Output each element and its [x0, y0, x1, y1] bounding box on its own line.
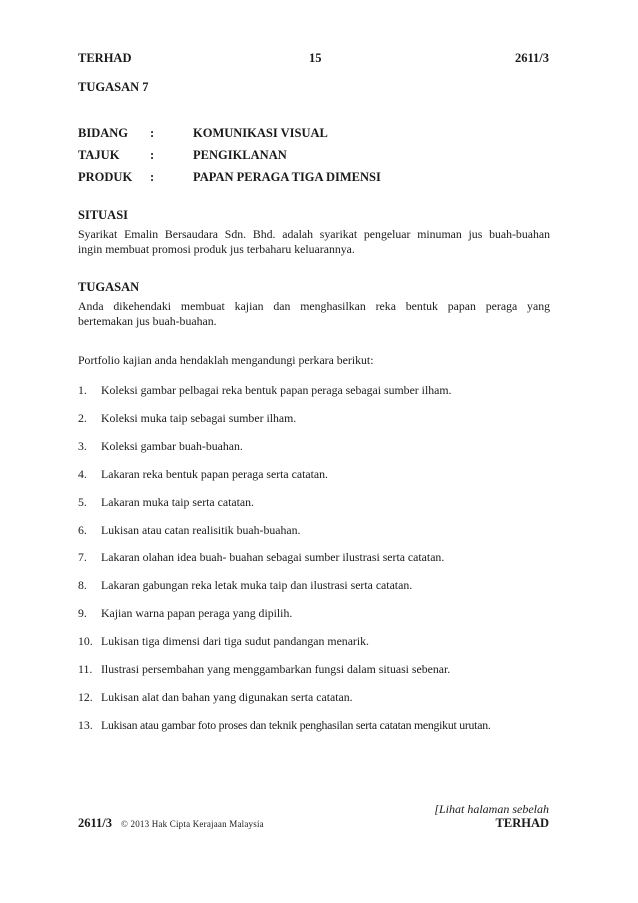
list-item: Kajian warna papan peraga yang dipilih.	[101, 606, 293, 620]
list-item-number: 5.	[78, 495, 87, 509]
list-item: Lukisan atau gambar foto proses dan teknik penghasilan serta catatan mengikut urutan.	[101, 718, 491, 732]
list-item: Koleksi muka taip sebagai sumber ilham.	[101, 411, 297, 425]
footer-right: TERHAD	[495, 816, 549, 830]
situasi-line-1: Syarikat Emalin Bersaudara Sdn. Bhd. adalah syarikat pengeluar minuman jus buah-buahan	[78, 227, 550, 241]
info-label: TAJUK	[78, 148, 120, 162]
tugasan-line-1: Anda dikehendaki membuat kajian dan menghasilkan reka bentuk papan peraga yang	[78, 299, 550, 313]
info-label: BIDANG	[78, 126, 129, 140]
see-next-page: [Lihat halaman sebelah	[434, 802, 549, 816]
list-item: Koleksi gambar pelbagai reka bentuk papan peraga sebagai sumber ilham.	[101, 383, 452, 397]
list-item: Lakaran gabungan reka letak muka taip dan ilustrasi serta catatan.	[101, 578, 413, 592]
situasi-heading: SITUASI	[78, 208, 129, 222]
list-item: Lukisan atau catan realisitik buah-buahan.	[101, 523, 301, 537]
list-item-number: 12.	[78, 690, 93, 704]
info-value: PENGIKLANAN	[193, 148, 287, 162]
task-title: TUGASAN 7	[78, 80, 149, 94]
list-item: Koleksi gambar buah-buahan.	[101, 439, 243, 453]
tugasan-line-2: bertemakan jus buah-buahan.	[78, 314, 217, 328]
list-item-number: 3.	[78, 439, 87, 453]
info-label: PRODUK	[78, 170, 133, 184]
list-item: Ilustrasi persembahan yang menggambarkan fungsi dalam situasi sebenar.	[101, 662, 451, 676]
info-value: KOMUNIKASI VISUAL	[193, 126, 328, 140]
list-item-number: 8.	[78, 578, 87, 592]
footer-code: 2611/3	[78, 816, 113, 830]
list-item-number: 6.	[78, 523, 87, 537]
list-item-number: 13.	[78, 718, 93, 732]
info-value: PAPAN PERAGA TIGA DIMENSI	[193, 170, 381, 184]
situasi-line-2: ingin membuat promosi produk jus terbaharu keluarannya.	[78, 242, 355, 256]
list-item-number: 11.	[78, 662, 93, 676]
list-item-number: 10.	[78, 634, 93, 648]
list-item: Lakaran muka taip serta catatan.	[101, 495, 254, 509]
list-item-number: 9.	[78, 606, 87, 620]
info-colon: :	[150, 126, 155, 140]
list-item: Lukisan tiga dimensi dari tiga sudut pandangan menarik.	[101, 634, 369, 648]
list-item-number: 7.	[78, 550, 87, 564]
list-item: Lakaran olahan idea buah- buahan sebagai sumber ilustrasi serta catatan.	[101, 550, 445, 564]
list-item: Lakaran reka bentuk papan peraga serta catatan.	[101, 467, 328, 481]
page-number: 15	[309, 51, 322, 65]
info-colon: :	[150, 148, 155, 162]
portfolio-intro: Portfolio kajian anda hendaklah mengandungi perkara berikut:	[78, 353, 374, 367]
tugasan-heading: TUGASAN	[78, 280, 140, 294]
list-item: Lukisan alat dan bahan yang digunakan serta catatan.	[101, 690, 353, 704]
header-right: 2611/3	[514, 51, 549, 65]
list-item-number: 1.	[78, 383, 87, 397]
list-item-number: 4.	[78, 467, 87, 481]
copyright-notice: © 2013 Hak Cipta Kerajaan Malaysia	[121, 819, 264, 829]
header-left: TERHAD	[78, 51, 132, 65]
list-item-number: 2.	[78, 411, 87, 425]
info-colon: :	[150, 170, 155, 184]
